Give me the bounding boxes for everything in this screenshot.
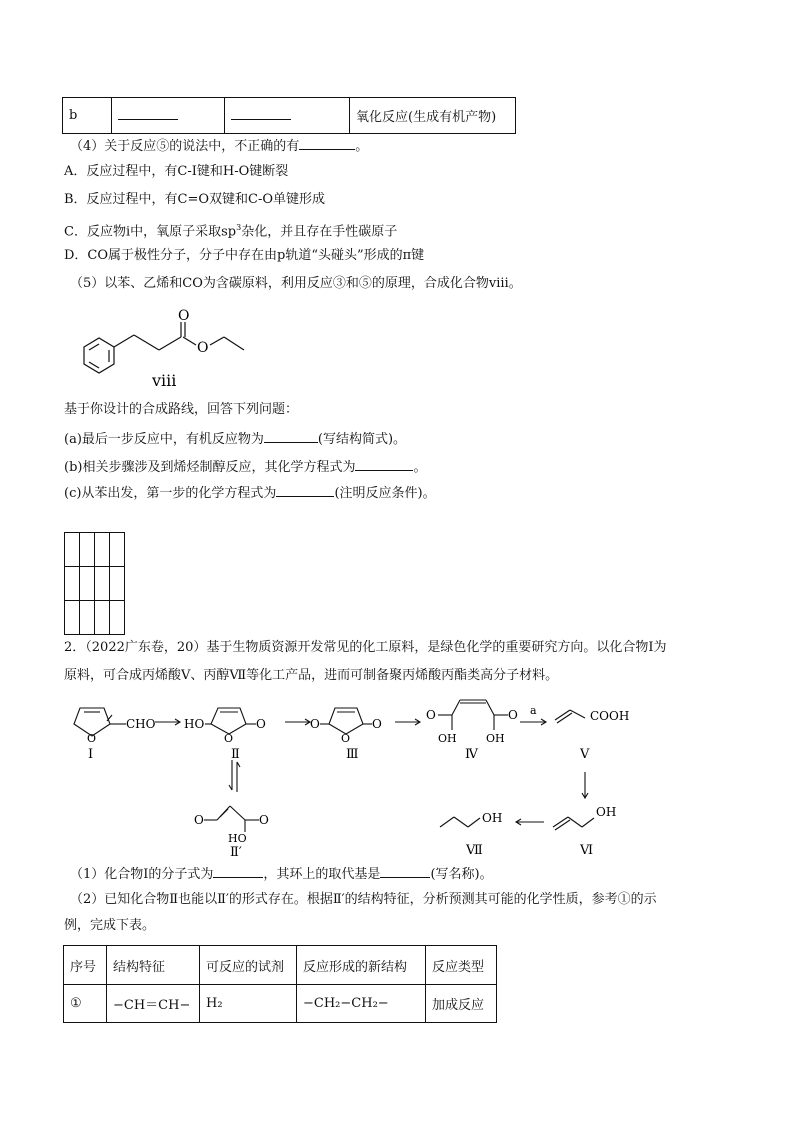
q5c-answer-blank[interactable] [276,484,334,497]
table-cell: 加成反应 [426,985,497,1023]
label-III: Ⅲ [346,747,359,762]
cooh-group: COOH [590,709,630,723]
top-table-cell-label: b [63,98,112,134]
label-VI: Ⅵ [580,843,594,858]
q4-option-a: A．反应过程中，有C-I键和H-O键断裂 [64,164,289,179]
table-header: 序号 [64,946,107,985]
o-IV-right: O [508,708,518,722]
ring-oxygen-III: O [341,732,351,745]
q5-stem: （5）以苯、乙烯和CO为含碳原料，利用反应③和⑤的原理，合成化合物ⅷ。 [70,276,522,291]
table-header-row [64,946,497,985]
ester-oxygen: O [197,340,209,356]
q5-sub-b: (b)相关步骤涉及到烯烃制醇反应，其化学方程式为 。 [64,460,427,475]
cho-group: CHO [126,717,156,731]
o-IV-left: O [426,708,436,722]
q4-option-c: C．反应物ⅰ中，氧原子采取$sp^3$杂化，并且存在手性碳原子 [64,223,398,240]
compound-label-viii: viii [152,371,177,390]
label-II: Ⅱ [231,747,240,762]
top-table-cell-blank-1 [112,98,225,134]
label-IIp: Ⅱ′ [230,845,242,860]
ring-oxygen-II: O [224,732,234,745]
table-cell: −CH＝CH− [107,985,200,1023]
table-cell: ① [64,985,107,1023]
ho-IIp: HO [228,832,247,845]
table-header: 结构特征 [107,946,200,985]
table-header: 反应类型 [426,946,497,985]
answer-blank[interactable] [231,107,291,120]
q2-1-substituent-blank[interactable] [380,865,430,878]
q5-sub-c: (c)从苯出发，第一步的化学方程式为 (注明反应条件)。 [64,486,436,501]
q4-option-d: D．CO属于极性分子，分子中存在由p轨道“头碰头”形成的π键 [64,248,425,263]
q2-sub2-line1: （2）已知化合物Ⅱ也能以Ⅱ′的形式存在。根据Ⅱ′的结构特征，分析预测其可能的化学性质，参考①的示 [70,892,657,907]
q2-stem-line1: 2．（2022广东卷，20）基于生物质资源开发常见的化工原料，是绿色化学的重要研究方向。以化合物Ⅰ为 [64,640,667,655]
q5-sub-a: (a)最后一步反应中，有机反应物为 (写结构简式)。 [64,432,407,447]
q4-stem: （4）关于反应⑤的说法中，不正确的有 。 [70,139,369,154]
carbonyl-o-II: O [256,717,266,731]
reaction-scheme [60,690,740,865]
answer-blank[interactable] [118,107,178,120]
carbonyl-o-III-right: O [372,717,382,731]
q4-option-b: B．反应过程中，有C=O双键和C-O单键形成 [64,192,326,207]
oh-VII: OH [482,811,503,825]
top-table-cell-type: 氧化反应(生成有机产物) [350,98,516,134]
o-IIp-right: O [259,813,269,827]
q2-stem-line2: 原料，可合成丙烯酸Ⅴ、丙醇Ⅶ等化工产品，进而可制备聚丙烯酸丙酯类高分子材料。 [64,668,559,683]
arrow-label-a: a [530,704,537,717]
top-table [62,97,516,134]
ho-group-II: HO [184,717,205,731]
properties-table [63,945,497,1023]
ring-oxygen-I: O [87,732,97,745]
o-IIp-left: O [194,813,204,827]
table-header: 可反应的试剂 [200,946,297,985]
q5a-answer-blank[interactable] [264,430,318,443]
q5-intro: 基于你设计的合成路线，回答下列问题： [64,402,299,417]
oh-VI: OH [596,805,617,819]
top-table-cell-blank-2 [225,98,350,134]
answer-grid [64,532,125,635]
q2-sub2-line2: 例，完成下表。 [64,918,156,933]
carbonyl-o-III-left: O [310,717,320,731]
table-row [64,985,497,1023]
label-VII: Ⅶ [466,843,483,858]
q5b-answer-blank[interactable] [355,458,413,471]
ho-IV-left: OH [438,732,457,745]
table-cell: H₂ [200,985,297,1023]
q4-answer-blank[interactable] [299,137,355,150]
q2-sub1: （1）化合物Ⅰ的分子式为 ，其环上的取代基是 (写名称)。 [70,867,493,882]
table-cell: −CH₂−CH₂− [297,985,426,1023]
compound-viii-structure [64,300,264,395]
q2-1-formula-blank[interactable] [213,865,263,878]
carbonyl-oxygen: O [178,308,190,324]
label-I: Ⅰ [88,747,94,762]
label-V: Ⅴ [580,747,590,762]
ho-IV-right: OH [486,732,505,745]
table-header: 反应形成的新结构 [297,946,426,985]
label-IV: Ⅳ [465,747,478,762]
